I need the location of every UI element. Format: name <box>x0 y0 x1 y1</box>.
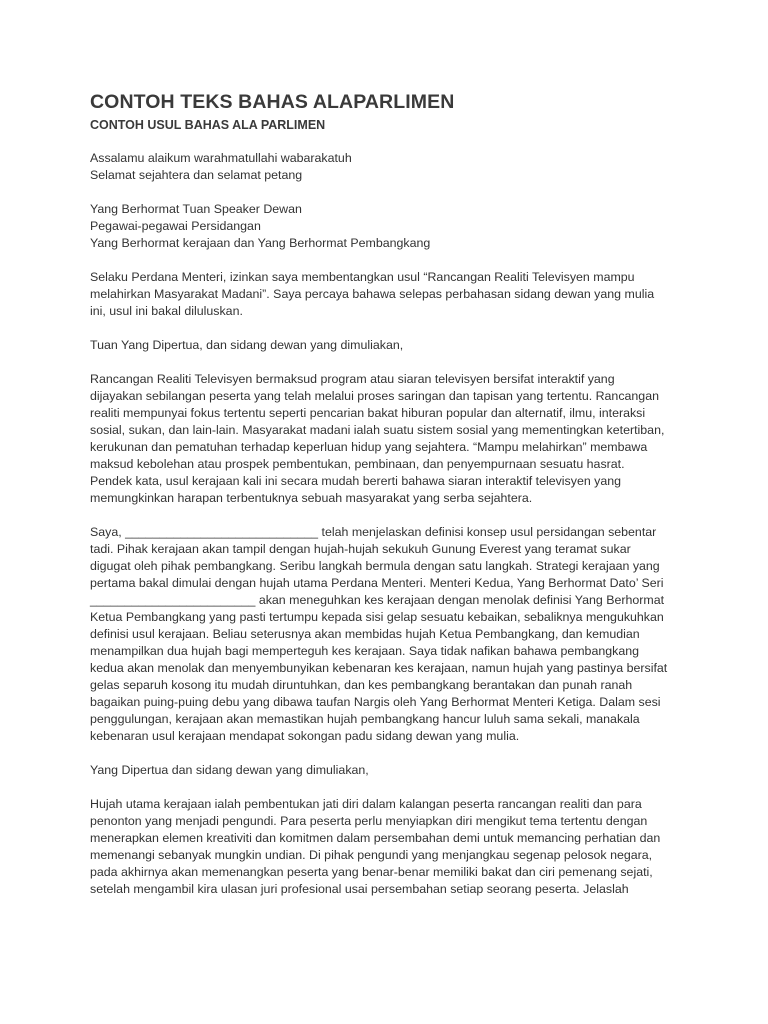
document-body <box>90 150 668 898</box>
text-line: Yang Berhormat kerajaan dan Yang Berhormat Pembangkang <box>90 236 431 250</box>
text-line: Yang Berhormat Tuan Speaker Dewan <box>90 202 302 216</box>
paragraph <box>90 371 665 507</box>
text-line: penggulungan, kerajaan akan memastikan hujah pembangkang hancur luluh sama sekali, manakala <box>90 712 640 726</box>
text-line: Tuan Yang Dipertua, dan sidang dewan yang dimuliakan, <box>90 338 404 352</box>
text-line: Selaku Perdana Menteri, izinkan saya membentangkan usul “Rancangan Realiti Televisyen mampu <box>90 270 635 284</box>
text-line: pertama bakal dimulai dengan hujah utama Perdana Menteri. Menteri Kedua, Yang Berhormat Dato’ Seri <box>90 576 664 590</box>
text-line: penonton yang menjadi pengundi. Para peserta perlu menyiapkan diri mengikut tema tertentu dengan <box>90 814 648 828</box>
text-line: Ketua Pembangkang yang pasti tertumpu kepada sisi gelap sesuatu kebaikan, sebaliknya mengukuhkan <box>90 610 664 624</box>
paragraph <box>90 269 655 320</box>
text-line: dijayakan sebilangan peserta yang telah melalui proses saringan dan tapisan yang tertentu. Rancangan <box>90 389 659 403</box>
text-line: gelas separuh kosong itu mudah diruntuhkan, dan kes pembangkang berantakan dan punah ranah <box>90 678 633 692</box>
text-line: pada akhirnya akan memenangkan peserta yang benar-benar memiliki bakat dan ciri pemenang sejati, <box>90 865 653 879</box>
text-line: Rancangan Realiti Televisyen bermaksud program atau siaran televisyen bersifat interaktif yang <box>90 372 615 386</box>
text-line: menerapkan elemen kreativiti dan komitmen dalam persembahan demi untuk memancing perhatian dan <box>90 831 661 845</box>
paragraph <box>90 762 650 779</box>
text-line: menampilkan dua hujah bagi memperteguh kes kerajaan. Saya tidak nafikan bahawa pembangkang <box>90 644 639 658</box>
text-line: realiti mempunyai fokus tertentu seperti pencarian bakat hiburan popular dan alternatif, ilmu, interaksi <box>90 406 646 420</box>
paragraph <box>90 337 650 354</box>
text-line: Saya, ____________________________ telah menjelaskan definisi konsep usul persidangan sebentar <box>90 525 657 539</box>
document-page <box>90 90 668 898</box>
paragraph <box>90 524 668 745</box>
text-line: setelah mengambil kira ulasan juri profesional usai persembahan setiap seorang peserta. Jelaslah <box>90 882 629 896</box>
text-line: memungkinkan harapan terbentuknya sebuah masyarakat yang serba sejahtera. <box>90 491 533 505</box>
text-line: kerukunan dan pematuhan terhadap keperluan hidup yang sejahtera. “Mampu melahirkan” membawa <box>90 440 648 454</box>
text-line: bagaikan puing-puing debu yang dibawa taufan Nargis oleh Yang Berhormat Menteri Ketiga. Dalam sesi <box>90 695 661 709</box>
text-line: Assalamu alaikum warahmatullahi wabarakatuh <box>90 151 352 165</box>
text-line: definisi usul kerajaan. Beliau seterusnya akan membidas hujah Ketua Pembangkang, dan kemudian <box>90 627 640 641</box>
text-line: sosial, sukan, dan lain-lain. Masyarakat madani ialah suatu sistem sosial yang mementingkan ketertiban, <box>90 423 665 437</box>
document-subtitle: CONTOH USUL BAHAS ALA PARLIMEN <box>90 118 326 132</box>
text-line: Pendek kata, usul kerajaan kali ini secara mudah bererti bahawa siaran interaktif televisyen yang <box>90 474 622 488</box>
text-line: Hujah utama kerajaan ialah pembentukan jati diri dalam kalangan peserta rancangan realiti dan para <box>90 797 642 811</box>
text-line: Yang Dipertua dan sidang dewan yang dimuliakan, <box>90 763 369 777</box>
text-line: Pegawai-pegawai Persidangan <box>90 219 261 233</box>
text-line: ini, usul ini bakal diluluskan. <box>90 304 243 318</box>
text-line: melahirkan Masyarakat Madani”. Saya percaya bahawa selepas perbahasan sidang dewan yang mulia <box>90 287 655 301</box>
text-line: tadi. Pihak kerajaan akan tampil dengan hujah-hujah sekukuh Gunung Everest yang teramat sukar <box>90 542 631 556</box>
paragraph <box>90 150 650 184</box>
text-line: kebenaran usul kerajaan mendapat sokongan padu sidang dewan yang mulia. <box>90 729 520 743</box>
paragraph <box>90 796 661 898</box>
text-line: digugat oleh pihak pembangkang. Seribu langkah bermula dengan satu langkah. Strategi kerajaan yang <box>90 559 660 573</box>
text-line: kedua akan menolak dan menyembunyikan kebenaran kes kerajaan, namun hujah yang pastinya bersifat <box>90 661 668 675</box>
text-line: ________________________ akan meneguhkan kes kerajaan dengan menolak definisi Yang Berhormat <box>90 593 665 607</box>
document-title: CONTOH TEKS BAHAS ALAPARLIMEN <box>90 91 455 113</box>
text-line: Selamat sejahtera dan selamat petang <box>90 168 303 182</box>
text-line: memenangi sebanyak mungkin undian. Di pihak pengundi yang menjangkau segenap pelosok negara, <box>90 848 653 862</box>
paragraph <box>90 201 650 252</box>
text-line: maksud kebolehan atau prospek pembentukan, pembinaan, dan penyempurnaan sesuatu hasrat. <box>90 457 625 471</box>
